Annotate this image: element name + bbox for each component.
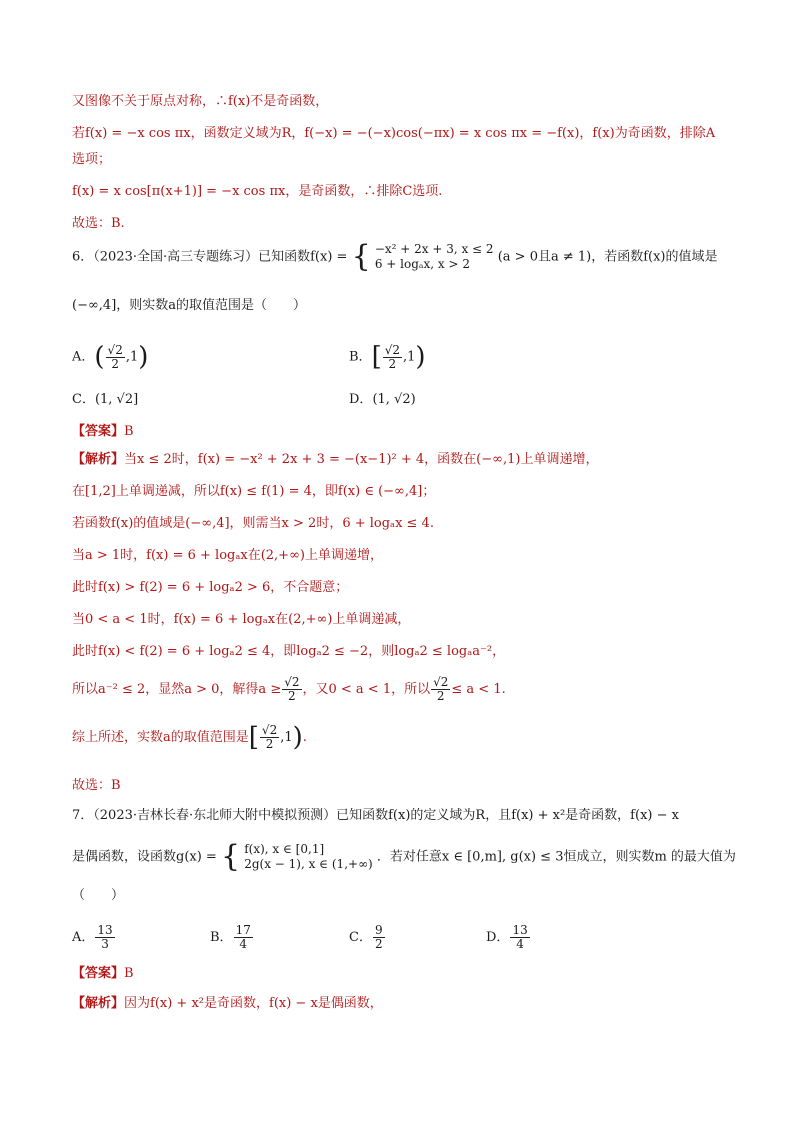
option-b: B． $\frac{17}{4}$ (210, 923, 251, 951)
question-text: 6．（2023·全国·高三专题练习）已知函数f(x) = (72, 249, 348, 265)
text-line: 故选：B. (72, 216, 125, 231)
case-1: −x² + 2x + 3, x ≤ 2 (374, 242, 494, 256)
question-6 (72, 239, 718, 274)
text-line: f(x) = x cos[π(x+1)] = −x cos πx，是奇函数，∴排除C选项. (72, 184, 443, 199)
text-line: 当a > 1时，f(x) = 6 + logₐx在(2,+∞)上单调递增， (72, 548, 383, 563)
text-line: 故选：B (72, 778, 121, 793)
question-text: (a > 0且a ≠ 1)，若函数f(x)的值域是 (497, 249, 718, 265)
brace: { (351, 239, 371, 274)
text-line: 选项； (72, 152, 112, 167)
text-line: 当0 < a < 1时，f(x) = 6 + logₐx在(2,+∞)上单调递减， (72, 612, 411, 627)
text-line: 若f(x) = −x cos πx，函数定义域为R，f(−x) = −(−x)cos(−πx) = x cos πx = −f(x)，f(x)为奇函数，排除A (72, 126, 716, 141)
case-2: 6 + logₐx, x > 2 (374, 257, 470, 271)
analysis-line: 【解析】因为f(x) + x²是奇函数，f(x) − x是偶函数， (72, 996, 383, 1011)
question-7: 7．（2023·吉林长春·东北师大附中模拟预测）已知函数f(x)的定义域为R，且f(x) + x²是奇函数，f(x) − x (72, 808, 679, 823)
option-d: D． $\frac{13}{4}$ (486, 923, 528, 951)
option-label: C． (72, 392, 95, 407)
text-line: 在[1,2]上单调递减，所以f(x) ≤ f(1) = 4，即f(x) ∈ (−∞,4]； (72, 484, 436, 499)
question-text: 是偶函数，设函数g(x) = { f(x), x ∈ [0,1] 2g(x − 1), x ∈ (1,+∞) ．若对任意x ∈ [0,m], g(x) ≤ 3恒成立，则实数m 的最大值为 (72, 839, 736, 874)
option-label: A． (72, 349, 95, 365)
piecewise (375, 242, 494, 272)
text-line: 综上所述，实数a的取值范围是[ $\frac{√2}{2}$ ,1). (72, 722, 307, 753)
answer-label: 【答案】 (72, 424, 125, 439)
text-line: 此时f(x) < f(2) = 6 + logₐ2 ≤ 4，即logₐ2 ≤ −2，则logₐ2 ≤ logₐa⁻²， (72, 644, 506, 659)
option-c: C． $\frac{9}{2}$ (349, 923, 383, 951)
text-line: 又图像不关于原点对称，∴f(x)不是奇函数， (72, 94, 329, 109)
option-a: A． $\frac{13}{3}$ (72, 923, 113, 951)
option-b: B．[ $\frac{√2}{2}$ ,1) (349, 342, 426, 372)
analysis-line: 【解析】当x ≤ 2时，f(x) = −x² + 2x + 3 = −(x−1)² + 4，函数在(−∞,1)上单调递增， (72, 452, 599, 467)
option-label: D． (349, 392, 373, 407)
text-line: 所以a⁻² ≤ 2，显然a > 0，解得a ≥ $\frac{√2}{2}$ ，又0 < a < 1，所以 $\frac{√2}{2}$ ≤ a < 1. (72, 675, 506, 703)
analysis-label: 【解析】 (72, 452, 125, 467)
text-line: 若函数f(x)的值域是(−∞,4]，则需当x > 2时，6 + logₐx ≤ 4. (72, 516, 434, 531)
question-text: (−∞,4]，则实数a的取值范围是（ ） (72, 298, 307, 313)
answer-line: 【答案】B (72, 424, 134, 439)
option-a: A．( $\frac{√2}{2}$ ,1) (72, 342, 149, 372)
answer-line: 【答案】B (72, 966, 134, 981)
option-label: B． (349, 349, 372, 365)
option-d: D．(1, √2) (349, 392, 416, 407)
text-line: 此时f(x) > f(2) = 6 + logₐ2 > 6，不合题意； (72, 580, 349, 595)
option-c: C．(1, √2] (72, 392, 139, 407)
question-text: （ ） (72, 888, 125, 903)
